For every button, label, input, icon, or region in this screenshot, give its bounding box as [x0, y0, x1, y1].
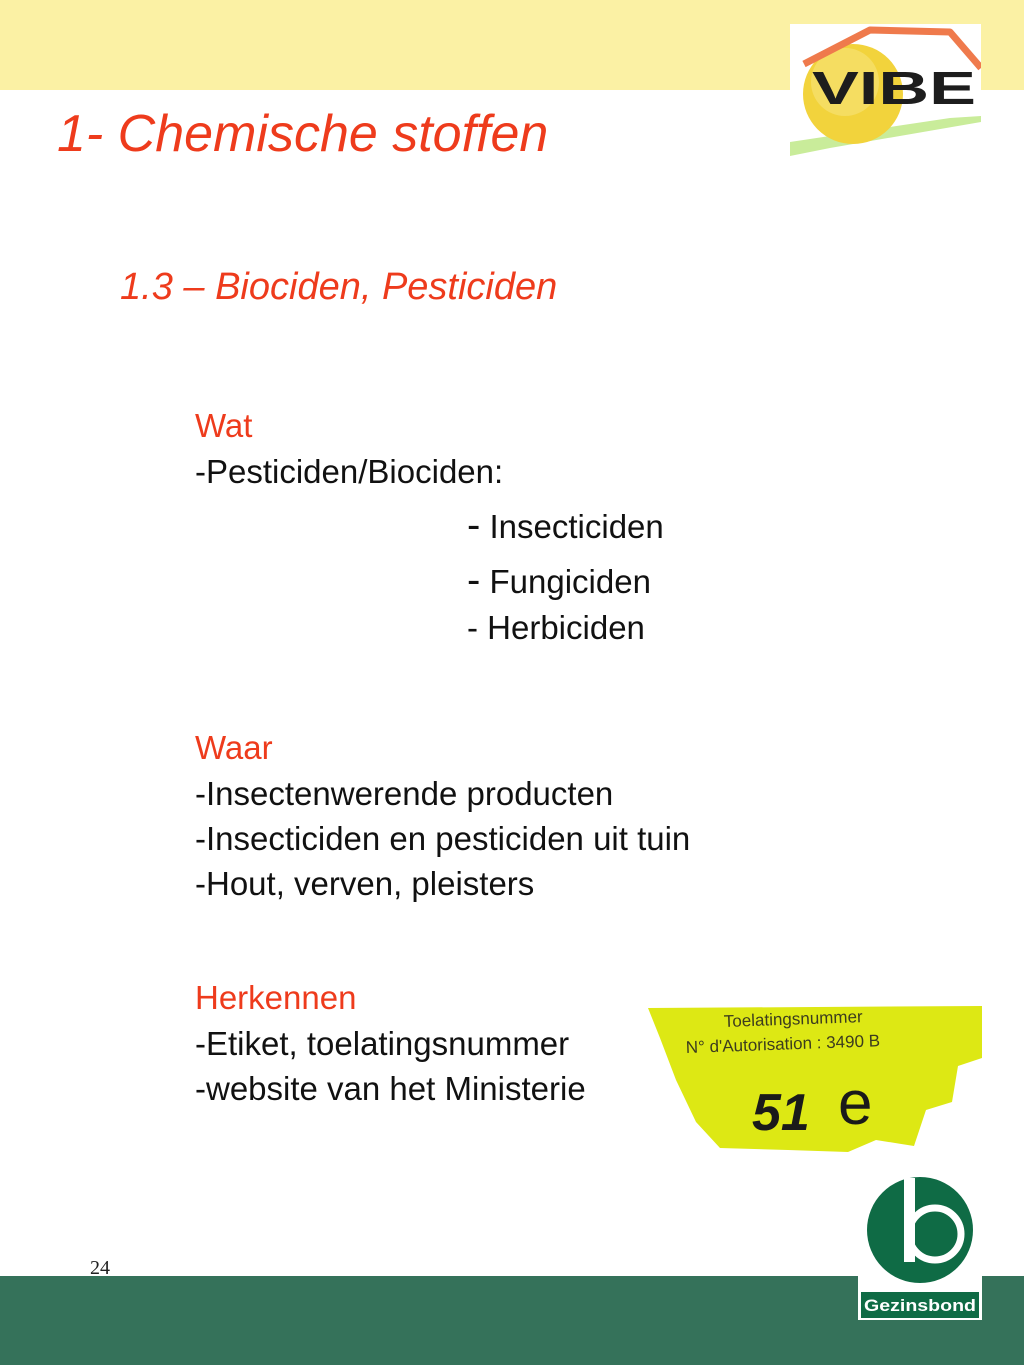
gezinsbond-label: Gezinsbond [864, 1296, 976, 1315]
page-number: 24 [90, 1257, 110, 1279]
page-subtitle: 1.3 – Biociden, Pesticiden [120, 266, 558, 308]
waar-item: -Hout, verven, pleisters [195, 865, 535, 902]
waar-item: -Insecticiden en pesticiden uit tuin [195, 820, 691, 857]
vibe-logo-text: VIBE [812, 62, 976, 114]
wat-item-herbiciden: - Herbiciden [467, 609, 645, 646]
vibe-logo [790, 24, 981, 156]
label-authorization: N° d'Autorisation : 3490 B [685, 1031, 881, 1057]
wat-item-dash: - [467, 503, 481, 547]
wat-item-dash: - [467, 558, 481, 602]
wat-item-fungiciden [467, 558, 651, 603]
wat-item-label: Insecticiden [489, 508, 664, 545]
wat-line: -Pesticiden/Biociden: [195, 453, 504, 490]
waar-item: -Insectenwerende producten [195, 775, 614, 812]
wat-item-insecticiden [467, 503, 664, 548]
authorization-label-image [648, 1006, 982, 1152]
gezinsbond-logo [858, 1168, 982, 1320]
page-title: 1- Chemische stoffen [57, 105, 549, 163]
section-heading-wat: Wat [195, 407, 253, 444]
label-code-suffix: e [838, 1069, 873, 1138]
herkennen-item: -Etiket, toelatingsnummer [195, 1025, 570, 1062]
herkennen-item: -website van het Ministerie [195, 1070, 586, 1107]
label-code: 51 [752, 1084, 810, 1142]
wat-item-label: Fungiciden [489, 563, 651, 600]
section-heading-waar: Waar [195, 729, 273, 766]
section-heading-herkennen: Herkennen [195, 979, 357, 1016]
gezinsbond-emblem-icon [858, 1168, 982, 1320]
label-title: Toelatingsnummer [723, 1007, 863, 1031]
